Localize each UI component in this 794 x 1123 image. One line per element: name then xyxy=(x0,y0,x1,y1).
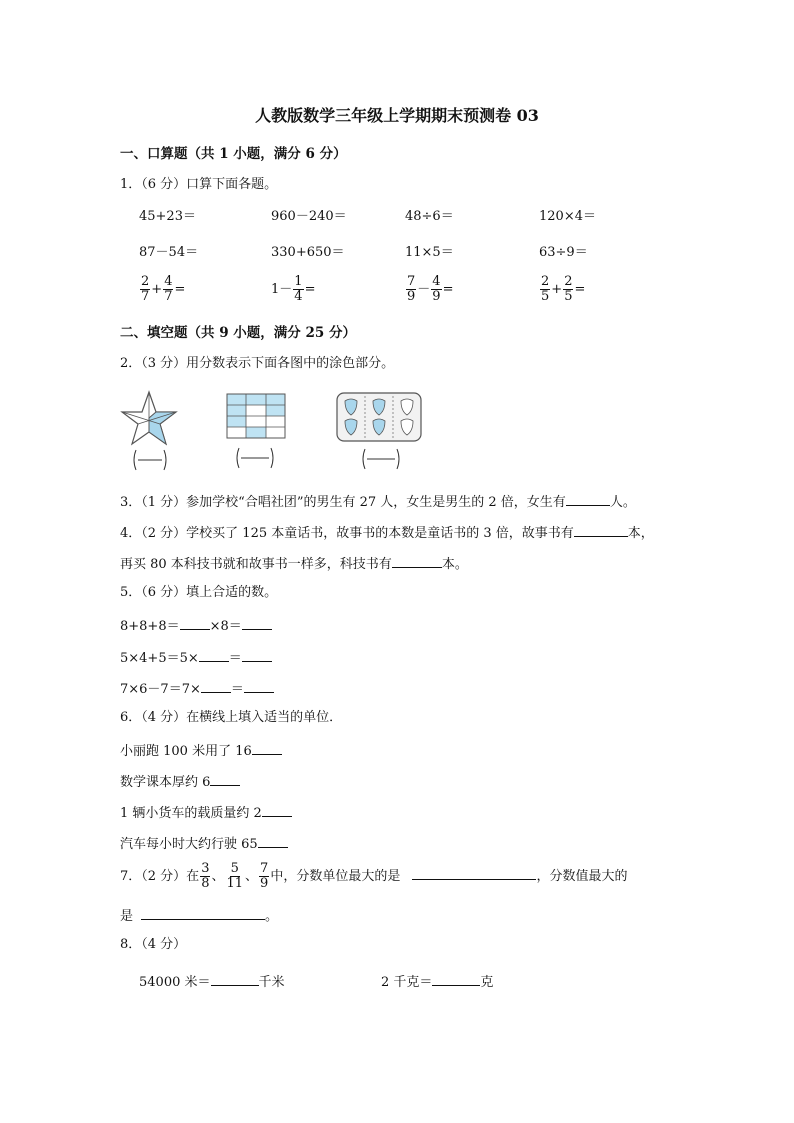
fraction: $\frac{4}{9}$ xyxy=(432,274,441,304)
fraction: $\frac{2}{7}$ xyxy=(141,274,150,304)
answer-blank[interactable] xyxy=(412,866,536,880)
q8-item: 2 千克＝ 克 xyxy=(381,972,493,991)
q5-line: 8+8+8＝ ×8＝ xyxy=(120,616,272,635)
fraction: $\frac{7}{9}$ xyxy=(407,274,416,304)
fraction: $\frac{4}{7}$ xyxy=(164,274,173,304)
question-2-stem: 2．（3 分）用分数表示下面各图中的涂色部分。 xyxy=(120,356,395,371)
answer-blank[interactable] xyxy=(141,906,265,920)
answer-blank[interactable] xyxy=(210,772,240,786)
question-7-line1: 7．（2 分）在 $\frac{3}{8}$ 、 $\frac{5}{11}$ 、 $\frac{7}{9}$ 中，分数单位最大的是 ，分数值最大的 xyxy=(120,861,628,891)
grid-figure xyxy=(225,392,287,472)
fraction: $\frac{7}{9}$ xyxy=(260,861,269,891)
fraction: $\frac{2}{5}$ xyxy=(541,274,550,304)
answer-blank[interactable] xyxy=(574,523,628,537)
fraction: $\frac{5}{11}$ xyxy=(226,861,244,891)
star-figure xyxy=(118,388,180,472)
q1-fraction-item: 1－ $\frac{1}{4}$ = xyxy=(271,274,316,304)
q1-item: 11×5＝ xyxy=(405,245,454,260)
answer-blank[interactable] xyxy=(201,679,231,693)
answer-blank[interactable] xyxy=(244,679,274,693)
answer-blank[interactable] xyxy=(252,741,282,755)
q1-fraction-item: $\frac{2}{5}$ + $\frac{2}{5}$ = xyxy=(541,274,586,304)
q1-item: 960－240＝ xyxy=(271,209,347,224)
question-7-line2: 是 。 xyxy=(120,906,278,925)
answer-blank[interactable] xyxy=(392,554,442,568)
question-4-line1: 4．（2 分）学校买了 125 本童话书，故事书的本数是童话书的 3 倍，故事书有 本， xyxy=(120,523,654,542)
q6-line: 1 辆小货车的载质量约 2 xyxy=(120,803,292,822)
q8-item: 54000 米＝ 千米 xyxy=(139,972,285,991)
answer-blank[interactable] xyxy=(566,492,610,506)
strawberry-box-figure xyxy=(335,391,425,473)
q6-line: 数学课本厚约 6 xyxy=(120,772,240,791)
q6-line: 汽车每小时大约行驶 65 xyxy=(120,834,288,853)
answer-blank[interactable] xyxy=(180,616,210,630)
question-6-stem: 6．（4 分）在横线上填入适当的单位． xyxy=(120,710,343,725)
section-heading-1: 一、口算题（共 1 小题，满分 6 分） xyxy=(120,146,347,162)
q5-line: 5×4+5＝5× ＝ xyxy=(120,648,272,667)
answer-blank[interactable] xyxy=(262,803,292,817)
fraction: $\frac{3}{8}$ xyxy=(201,861,210,891)
q1-fraction-item: $\frac{2}{7}$ + $\frac{4}{7}$ = xyxy=(141,274,186,304)
q5-line: 7×6－7＝7× ＝ xyxy=(120,679,274,698)
answer-blank[interactable] xyxy=(258,834,288,848)
fraction: $\frac{1}{4}$ xyxy=(294,274,303,304)
answer-blank[interactable] xyxy=(432,972,480,986)
fraction: $\frac{2}{5}$ xyxy=(564,274,573,304)
section-heading-2: 二、填空题（共 9 小题，满分 25 分） xyxy=(120,325,356,341)
question-1-stem: 1．（6 分）口算下面各题。 xyxy=(120,177,278,192)
question-3: 3．（1 分）参加学校“合唱社团”的男生有 27 人，女生是男生的 2 倍，女生有 人。 xyxy=(120,492,636,511)
page-title: 人教版数学三年级上学期期末预测卷 03 xyxy=(255,106,539,125)
q1-item: 45+23＝ xyxy=(139,209,196,224)
answer-blank[interactable] xyxy=(211,972,259,986)
q1-item: 120×4＝ xyxy=(539,209,596,224)
answer-blank[interactable] xyxy=(242,648,272,662)
question-8-stem: 8．（4 分） xyxy=(120,937,187,952)
q1-item: 48÷6＝ xyxy=(405,209,454,224)
q1-item: 330+650＝ xyxy=(271,245,345,260)
q1-item: 63÷9＝ xyxy=(539,245,588,260)
answer-blank[interactable] xyxy=(199,648,229,662)
answer-blank[interactable] xyxy=(242,616,272,630)
q6-line: 小丽跑 100 米用了 16 xyxy=(120,741,282,760)
question-4-line2: 再买 80 本科技书就和故事书一样多，科技书有 本。 xyxy=(120,554,468,573)
q1-fraction-item: $\frac{7}{9}$ － $\frac{4}{9}$ = xyxy=(407,274,454,304)
q1-item: 87－54＝ xyxy=(139,245,199,260)
question-5-stem: 5．（6 分）填上合适的数。 xyxy=(120,585,278,600)
